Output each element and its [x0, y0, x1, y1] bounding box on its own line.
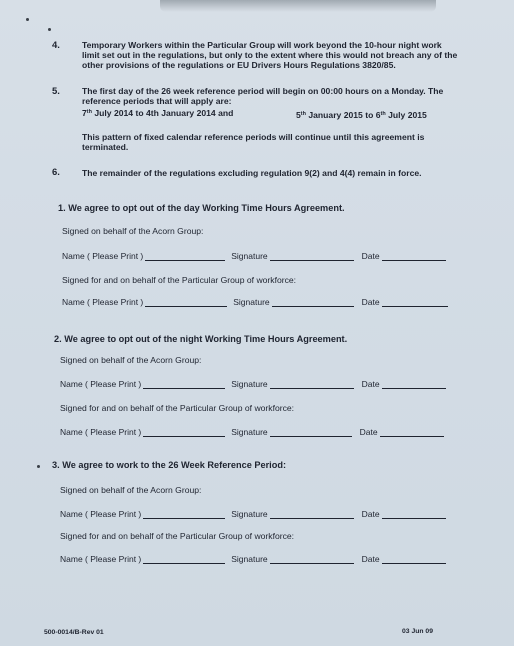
clause-line: terminated. — [82, 142, 129, 153]
name-label: Name ( Please Print ) — [60, 554, 142, 564]
signature-field[interactable] — [270, 555, 354, 564]
period-2-day: 5 — [296, 110, 301, 120]
clause-line: reference periods that will apply are: — [82, 96, 232, 107]
reference-period-1 — [82, 108, 233, 118]
signature-label: Signature — [231, 509, 268, 519]
period-1-text: July 2014 to 4th January 2014 and — [91, 108, 234, 118]
period-2-suffix: th — [300, 111, 306, 117]
page-mark — [48, 28, 51, 31]
date-field[interactable] — [382, 252, 446, 261]
clause-text — [82, 86, 443, 106]
clause-number: 6. — [52, 167, 60, 178]
name-field[interactable] — [143, 555, 225, 564]
clause-line: The remainder of the regulations excluding regulation 9(2) and 4(4) remain in force. — [82, 168, 422, 178]
document-date: 03 Jun 09 — [402, 628, 433, 635]
period-1-suffix: th — [86, 109, 92, 115]
signature-label: Signature — [231, 251, 268, 261]
acorn-signatory-label: Signed on behalf of the Acorn Group: — [62, 226, 204, 236]
page-mark — [26, 18, 29, 21]
date-label: Date — [361, 509, 380, 519]
signature-row — [62, 297, 450, 307]
reference-period-2 — [296, 110, 427, 120]
clause-continuation — [82, 132, 424, 152]
signature-field[interactable] — [270, 510, 354, 519]
signature-row — [60, 427, 446, 437]
clause-text — [82, 168, 422, 178]
name-field[interactable] — [145, 252, 225, 261]
date-label: Date — [361, 297, 380, 307]
period-2-text-end: July 2015 — [385, 110, 427, 120]
signature-row — [60, 379, 448, 389]
clause-line: other provisions of the regulations or EU Drivers Hours Regulations 3820/85. — [82, 60, 396, 71]
signature-field[interactable] — [272, 298, 354, 307]
signature-field[interactable] — [270, 428, 352, 437]
signature-row — [60, 509, 448, 519]
signature-label: Signature — [233, 297, 270, 307]
name-label: Name ( Please Print ) — [60, 427, 142, 437]
section-title: 3. We agree to work to the 26 Week Reference Period: — [52, 460, 287, 470]
page-mark — [37, 465, 40, 468]
signature-label: Signature — [231, 554, 268, 564]
name-label: Name ( Please Print ) — [62, 297, 144, 307]
date-label: Date — [361, 554, 380, 564]
clause-line: limit set out in the regulations, but only to the extent where this would not breach any of the — [82, 50, 458, 61]
signature-row — [60, 554, 448, 564]
section-title: 2. We agree to opt out of the night Working Time Hours Agreement. — [54, 334, 348, 344]
name-field[interactable] — [145, 298, 227, 307]
name-label: Name ( Please Print ) — [60, 379, 142, 389]
acorn-signatory-label: Signed on behalf of the Acorn Group: — [60, 355, 202, 365]
date-field[interactable] — [382, 555, 446, 564]
clause-line: This pattern of fixed calendar reference periods will continue until this agreement is — [82, 132, 425, 142]
name-field[interactable] — [143, 380, 225, 389]
period-2-text: January 2015 to 6 — [305, 110, 381, 120]
date-label: Date — [359, 427, 378, 437]
clause-text — [82, 40, 457, 71]
period-1-day: 7 — [82, 108, 87, 118]
workforce-signatory-label: Signed for and on behalf of the Particular Group of workforce: — [60, 403, 295, 413]
period-2-suffix-end: th — [380, 111, 386, 117]
name-field[interactable] — [143, 428, 225, 437]
date-label: Date — [361, 251, 380, 261]
signature-row — [62, 251, 448, 261]
name-field[interactable] — [143, 510, 225, 519]
name-label: Name ( Please Print ) — [60, 509, 142, 519]
clause-line: Temporary Workers within the Particular Group will work beyond the 10-hour night work — [82, 40, 442, 50]
clause-line: The first day of the 26 week reference period will begin on 00:00 hours on a Monday. The — [82, 86, 444, 96]
document-reference: 500-0014/B-Rev 01 — [44, 629, 104, 636]
signature-field[interactable] — [270, 380, 354, 389]
signature-label: Signature — [231, 379, 268, 389]
date-field[interactable] — [382, 380, 446, 389]
clause-number: 4. — [52, 40, 60, 51]
signature-field[interactable] — [270, 252, 354, 261]
clause-number: 5. — [52, 86, 60, 97]
date-field[interactable] — [382, 510, 446, 519]
section-title: 1. We agree to opt out of the day Working Time Hours Agreement. — [58, 203, 345, 213]
signature-label: Signature — [231, 427, 268, 437]
acorn-signatory-label: Signed on behalf of the Acorn Group: — [60, 485, 202, 495]
workforce-signatory-label: Signed for and on behalf of the Particular Group of workforce: — [60, 531, 295, 541]
name-label: Name ( Please Print ) — [62, 251, 144, 261]
page-top-edge — [160, 0, 436, 12]
date-field[interactable] — [382, 298, 448, 307]
workforce-signatory-label: Signed for and on behalf of the Particular Group of workforce: — [62, 275, 297, 285]
date-label: Date — [361, 379, 380, 389]
date-field[interactable] — [380, 428, 444, 437]
